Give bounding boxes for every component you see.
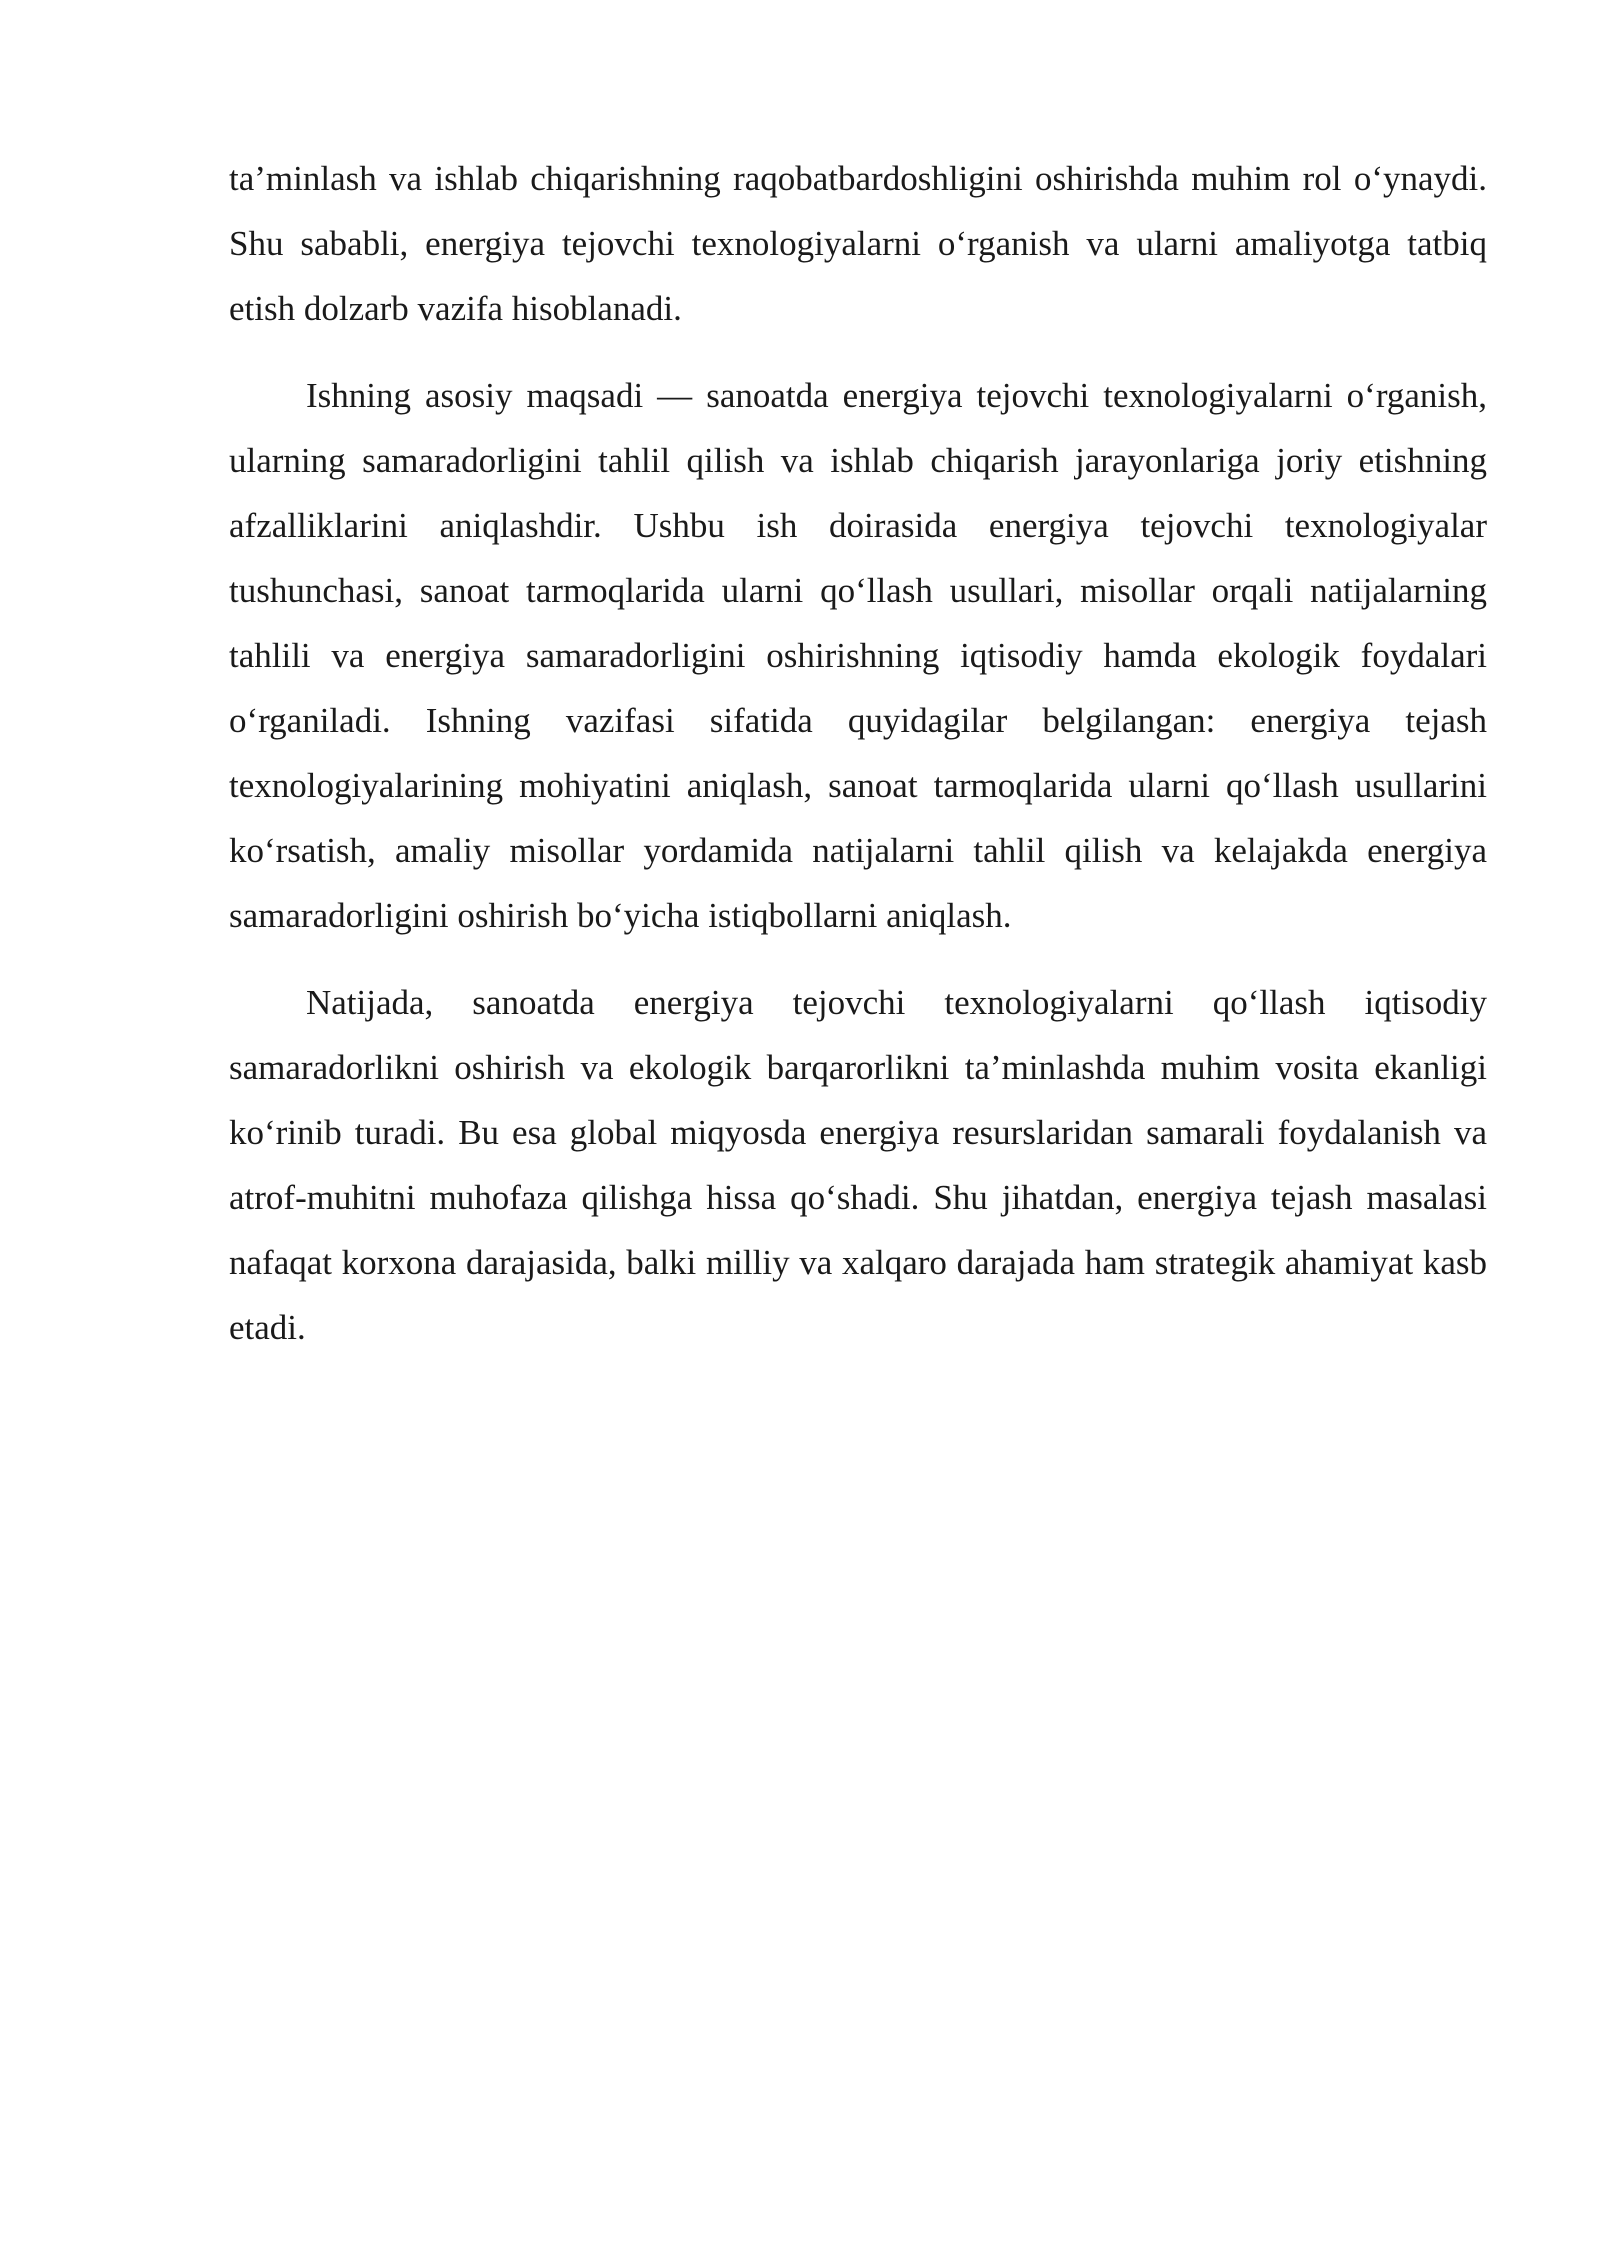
paragraph-conclusion: Natijada, sanoatda energiya tejovchi texnologiyalarni qo‘llash iqtisodiy samaradorlikni oshirish va ekologik barqarorlikni ta’minlashda muhim vosita ekanligi ko‘rinib turadi. Bu esa global miqyosda energiya resurslaridan samarali foydalanish va atrof-muhitni muhofaza qilishga hissa qo‘shadi. Shu jihatdan, energiya tejash masalasi nafaqat korxona darajasida, balki milliy va xalqaro darajada ham strategik ahamiyat kasb etadi. [229,983,1487,1347]
paragraph-continuation: ta’minlash va ishlab chiqarishning raqobatbardoshligini oshirishda muhim rol o‘ynaydi. Shu sababli, energiya tejovchi texnologiyalarni o‘rganish va ularni amaliyotga tatbiq etish dolzarb vazifa hisoblanadi. [229,159,1487,328]
document-body [229,146,1487,1382]
paragraph-goal: Ishning asosiy maqsadi — sanoatda energiya tejovchi texnologiyalarni o‘rganish, ularning samaradorligini tahlil qilish va ishlab chiqarish jarayonlariga joriy etishning afzalliklarini aniqlashdir. Ushbu ish doirasida energiya tejovchi texnologiyalar tushunchasi, sanoat tarmoqlarida ularni qo‘llash usullari, misollar orqali natijalarning tahlili va energiya samaradorligini oshirishning iqtisodiy hamda ekologik foydalari o‘rganiladi. Ishning vazifasi sifatida quyidagilar belgilangan: energiya tejash texnologiyalarining mohiyatini aniqlash, sanoat tarmoqlarida ularni qo‘llash usullarini ko‘rsatish, amaliy misollar yordamida natijalarni tahlil qilish va kelajakda energiya samaradorligini oshirish bo‘yicha istiqbollarni aniqlash. [229,376,1487,935]
